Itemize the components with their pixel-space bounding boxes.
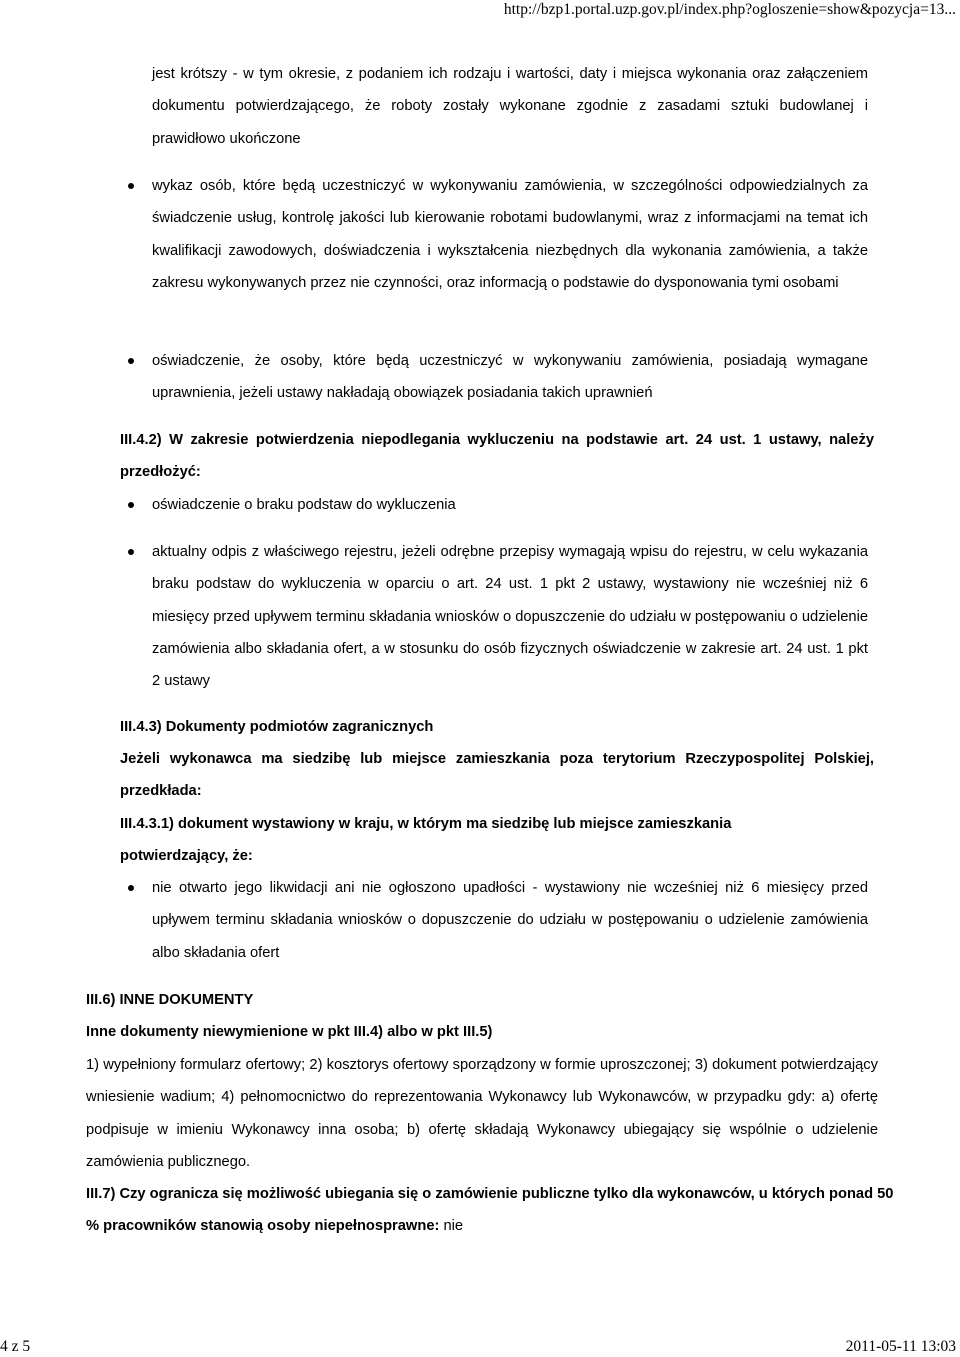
bullet-icon <box>128 183 134 189</box>
section-III-7 <box>86 1178 896 1243</box>
bullet-icon <box>128 358 134 364</box>
bullet-permits-text: oświadczenie, że osoby, które będą uczestniczyć w wykonywaniu zamówienia, posiadają wymagane uprawnienia, jeżeli ustawy nakładają obowiązek posiadania takich uprawnień <box>152 353 868 402</box>
section-subheading-III-6: Inne dokumenty niewymienione w pkt III.4) albo w pkt III.5) <box>86 1024 493 1040</box>
section-heading-III-7: III.7) Czy ogranicza się możliwość ubiegania się o zamówienie publiczne tylko dla wykonawców, u których ponad 50 % pracowników stanowią osoby niepełnosprawne: <box>86 1186 894 1235</box>
bullet-icon <box>128 502 134 508</box>
bullet-register-text: aktualny odpis z właściwego rejestru, jeżeli odrębne przepisy wymagają wpisu do rejestru, w celu wykazania braku podstaw do wykluczenia w oparciu o art. 24 ust. 1 pkt 2 ustawy, wystawiony nie wcześniej niż 6 miesięcy przed upływem terminu składania wniosków o dopuszczenie do udziału w postępowaniu o udzielenie zamówienia albo składania ofert, a w stosunku do osób fizycznych oświadczenie w zakresie art. 24 ust. 1 pkt 2 ustawy <box>152 544 869 690</box>
bullet-icon <box>128 549 134 555</box>
page-url-header: http://bzp1.portal.uzp.gov.pl/index.php?ogloszenie=show&pozycja=13... <box>503 1 956 18</box>
page-number-footer: 4 z 5 <box>0 1338 31 1355</box>
foreign-contractor-heading: Jeżeli wykonawca ma siedzibę lub miejsce zamieszkania poza terytorium Rzeczypospolitej Polskiej, przedkłada: <box>120 751 874 800</box>
section-heading-III-4-2: III.4.2) W zakresie potwierdzenia niepodlegania wykluczeniu na podstawie art. 24 ust. 1 ustawy, należy przedłożyć: <box>120 432 874 481</box>
section-heading-III-6: III.6) INNE DOKUMENTY <box>86 992 254 1008</box>
other-documents-paragraph: 1) wypełniony formularz ofertowy; 2) kosztorys ofertowy sporządzony w formie uproszczonej; 3) dokument potwierdzający wniesienie wadium; 4) pełnomocnictwo do reprezentowania Wykonawcy lub Wykonawców, w przypadku gdy: a) ofertę podpisuje w imieniu Wykonawcy inna osoba; b) ofertę składają Wykonawcy ubiegający się wspólnie o udzielenie zamówienia publicznego. <box>86 1057 878 1170</box>
section-heading-III-4-3: III.4.3) Dokumenty podmiotów zagranicznych <box>120 719 434 735</box>
datetime-footer: 2011-05-11 13:03 <box>845 1338 956 1355</box>
bullet-no-grounds-text: oświadczenie o braku podstaw do wykluczenia <box>152 497 456 513</box>
bullet-icon <box>128 885 134 891</box>
continuation-paragraph: jest krótszy - w tym okresie, z podaniem ich rodzaju i wartości, daty i miejsca wykonania oraz załączeniem dokumentu potwierdzającego, że roboty zostały wykonane zgodnie z zasadami sztuki budowlanej i prawidłowo ukończone <box>152 66 868 147</box>
bullet-bankruptcy-text: nie otwarto jego likwidacji ani nie ogłoszono upadłości - wystawiony nie wcześniej niż 6 miesięcy przed upływem terminu składania wniosków o dopuszczenie do udziału w postępowaniu o udzielenie zamówienia albo składania ofert <box>152 880 868 961</box>
section-III-7-answer: nie <box>443 1218 464 1235</box>
bullet-persons-text: wykaz osób, które będą uczestniczyć w wykonywaniu zamówienia, w szczególności odpowiedzialnych za świadczenie usług, kontrolę jakości lub kierowanie robotami budowlanymi, wraz z informacjami na temat ich kwalifikacji zawodowych, doświadczenia i wykształcenia niezbędnych dla wykonania zamówienia, a także zakresu wykonywanych przez nie czynności, oraz informacją o podstawie do dysponowania tymi osobami <box>152 178 868 291</box>
section-heading-III-4-3-1: III.4.3.1) dokument wystawiony w kraju, w którym ma siedzibę lub miejsce zamieszkania potwierdzający, że: <box>120 816 732 865</box>
